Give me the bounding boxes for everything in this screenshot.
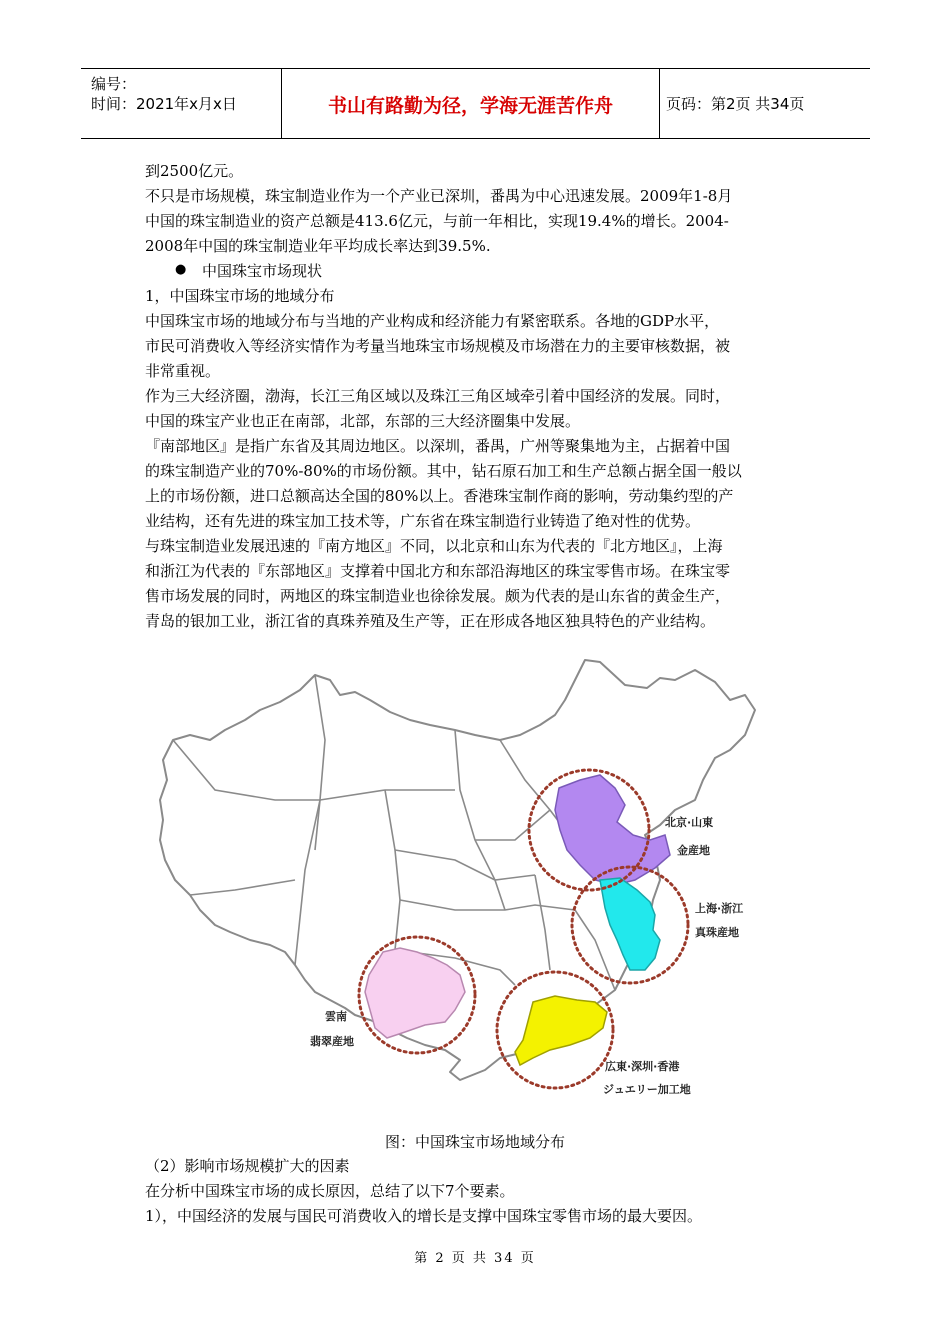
text-line: 市民可消费收入等经济实情作为考量当地珠宝市场规模及市场潜在力的主要审核数据，被 bbox=[145, 337, 731, 355]
text-line: 『南部地区』是指广东省及其周边地区。以深圳，番禺，广州等聚集地为主，占据着中国 bbox=[145, 437, 731, 455]
bullet-dot: ● bbox=[175, 262, 187, 277]
header-page-cell bbox=[660, 69, 870, 138]
header-info-cell bbox=[81, 69, 282, 138]
label-south-1: 広東·深圳·香港 bbox=[605, 1060, 680, 1073]
number-label: 编号： bbox=[91, 75, 137, 93]
subsection-heading: （2）影响市场规模扩大的因素 bbox=[145, 1157, 350, 1175]
text-line: 非常重视。 bbox=[145, 362, 221, 380]
text-line: 中国的珠宝产业也正在南部，北部，东部的三大经济圈集中发展。 bbox=[145, 412, 581, 430]
label-yunnan-2: 翡翠産地 bbox=[310, 1035, 354, 1048]
page-info: 页码：第2页 共34页 bbox=[666, 95, 805, 113]
footer-page-number: 第 2 页 共 34 页 bbox=[414, 1251, 536, 1266]
text-line: 青岛的银加工业，浙江省的真珠养殖及生产等，正在形成各地区独具特色的产业结构。 bbox=[145, 612, 716, 630]
text-line: 售市场发展的同时，两地区的珠宝制造业也徐徐发展。颇为代表的是山东省的黄金生产， bbox=[145, 587, 731, 605]
text-line: 中国的珠宝制造业的资产总额是413.6亿元，与前一年相比，实现19.4%的增长。2004- bbox=[145, 212, 729, 230]
china-jewelry-map bbox=[155, 640, 795, 1100]
date-label: 时间：2021年x月x日 bbox=[91, 95, 237, 113]
motto: 书山有路勤为径，学海无涯苦作舟 bbox=[327, 95, 613, 117]
label-south-2: ジュエリー加工地 bbox=[603, 1083, 691, 1096]
text-line: 业结构，还有先进的珠宝加工技术等，广东省在珠宝制造行业铸造了绝对性的优势。 bbox=[145, 512, 701, 530]
section-heading: 中国珠宝市场现状 bbox=[202, 262, 323, 280]
subsection-heading: 1，中国珠宝市场的地域分布 bbox=[145, 287, 335, 305]
text-line: 中国珠宝市场的地域分布与当地的产业构成和经济能力有紧密联系。各地的GDP水平， bbox=[145, 312, 720, 330]
country-outline bbox=[160, 660, 755, 1080]
label-east-1: 上海·浙江 bbox=[695, 902, 744, 915]
text-line: 与珠宝制造业发展迅速的『南方地区』不同，以北京和山东为代表的『北方地区』，上海 bbox=[145, 537, 723, 555]
text-line: 作为三大经济圈，渤海，长江三角区域以及珠江三角区域牵引着中国经济的发展。同时， bbox=[145, 387, 731, 405]
figure-caption: 图：中国珠宝市场地域分布 bbox=[384, 1133, 565, 1151]
text-line: 不只是市场规模，珠宝制造业作为一个产业已深圳，番禺为中心迅速发展。2009年1-8月 bbox=[145, 187, 733, 205]
text-line: 的珠宝制造产业的70%-80%的市场份额。其中，钻石原石加工和生产总额占据全国一般以 bbox=[145, 462, 742, 480]
header-table bbox=[81, 68, 870, 139]
label-yunnan-1: 雲南 bbox=[325, 1010, 347, 1023]
label-north-1: 北京·山東 bbox=[665, 816, 714, 829]
text-line: 2008年中国的珠宝制造业年平均成长率达到39.5%. bbox=[145, 237, 491, 255]
page-footer bbox=[0, 1247, 950, 1266]
text-line: 1），中国经济的发展与国民可消费收入的增长是支撑中国珠宝零售市场的最大要因。 bbox=[145, 1207, 703, 1225]
label-north-2: 金産地 bbox=[677, 844, 710, 857]
header-motto-cell bbox=[282, 69, 660, 138]
text-line: 和浙江为代表的『东部地区』支撑着中国北方和东部沿海地区的珠宝零售市场。在珠宝零 bbox=[145, 562, 731, 580]
text-line: 上的市场份额，进口总额高达全国的80%以上。香港珠宝制作商的影响，劳动集约型的产 bbox=[145, 487, 734, 505]
text-line: 在分析中国珠宝市场的成长原因，总结了以下7个要素。 bbox=[145, 1182, 515, 1200]
label-east-2: 真珠産地 bbox=[695, 926, 739, 939]
text-line: 到2500亿元。 bbox=[145, 162, 244, 180]
